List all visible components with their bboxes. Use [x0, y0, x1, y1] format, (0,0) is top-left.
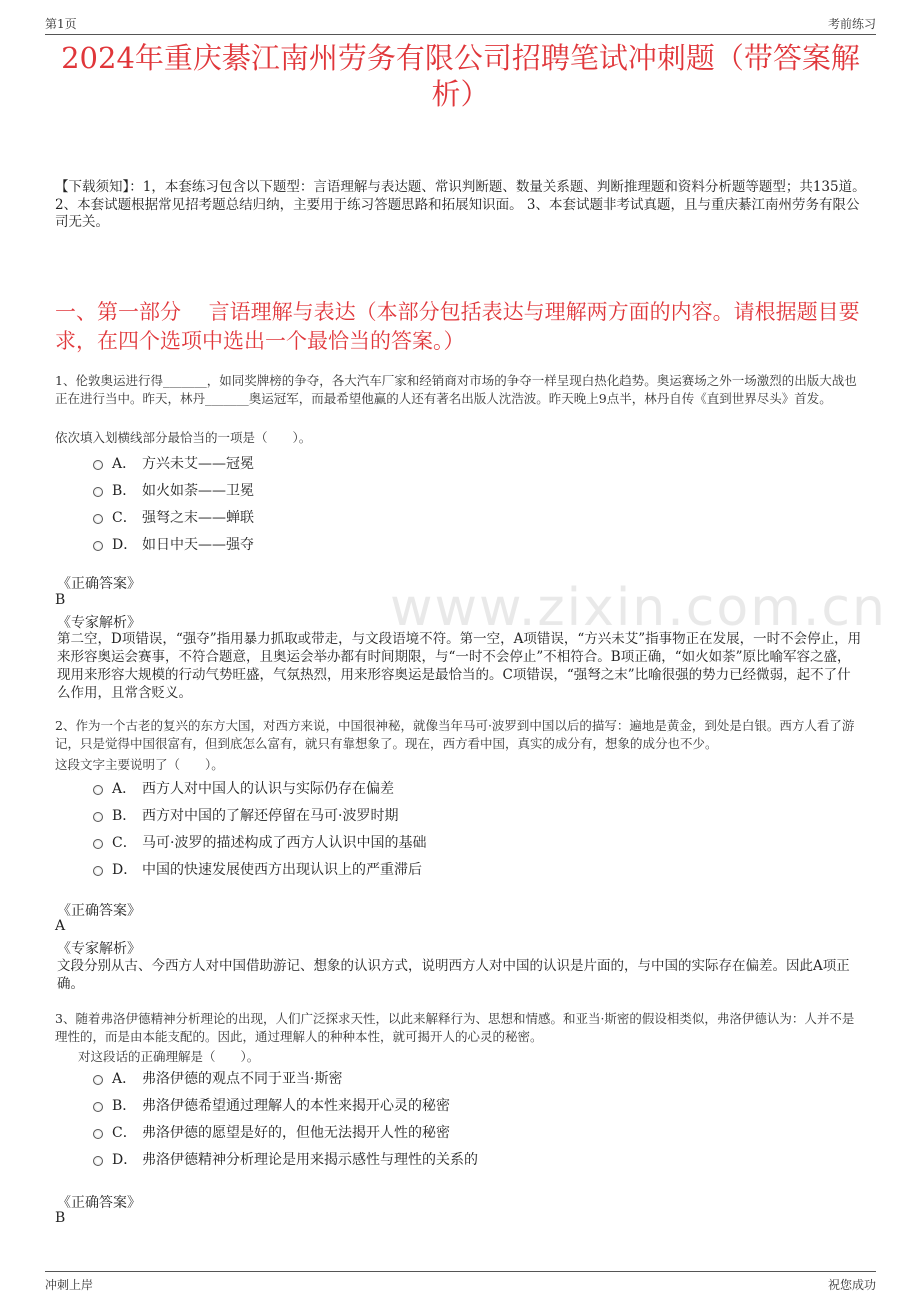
radio-icon[interactable] [93, 514, 103, 524]
option-1d[interactable]: D． 如日中天——强夺 [93, 530, 254, 557]
question-stem-3: 3、随着弗洛伊德精神分析理论的出现，人们广泛探求天性，以此来解释行为、思想和情感。和亚当·斯密的假设相类似，弗洛伊德认为：人并不是理性的，而是由本能支配的。因此，通过理解人的种种本性，就可揭开人的心灵的秘密。 [55, 1011, 855, 1044]
option-3b[interactable]: B． 弗洛伊德希望通过理解人的本性来揭开心灵的秘密 [93, 1091, 478, 1118]
analysis-label-1: 《专家解析》 [57, 615, 141, 631]
answer-label-2: 《正确答案》 [57, 903, 141, 919]
radio-icon[interactable] [93, 1102, 103, 1112]
option-1b[interactable]: B． 如火如荼——卫冕 [93, 476, 254, 503]
answer-value-3: B [55, 1210, 66, 1226]
options-1 [93, 449, 254, 557]
section-heading: 一、第一部分 言语理解与表达（本部分包括表达与理解两方面的内容。请根据题目要求，在四个选项中选出一个最恰当的答案。） [55, 300, 860, 353]
question-prompt-3: 对这段话的正确理解是（ ）。 [78, 1049, 260, 1064]
page-header [45, 12, 876, 35]
question-stem-2: 2、作为一个古老的复兴的东方大国，对西方来说，中国很神秘，就像当年马可·波罗到中国以后的描写：遍地是黄金，到处是白银。西方人看了游记，只是觉得中国很富有，但到底怎么富有，就只有靠想象了。现在，西方看中国，真实的成分有，想象的成分也不少。 [55, 718, 855, 751]
watermark: www.zixin.com.cn [390, 578, 887, 638]
radio-icon[interactable] [93, 839, 103, 849]
option-2d[interactable]: D． 中国的快速发展使西方出现认识上的严重滞后 [93, 855, 426, 882]
question-prompt-1: 依次填入划横线部分最恰当的一项是（ ）。 [55, 430, 312, 445]
answer-value-1: B [55, 592, 66, 608]
question-prompt-2: 这段文字主要说明了（ ）。 [55, 757, 224, 772]
header-tag: 考前练习 [827, 17, 876, 31]
radio-icon[interactable] [93, 1156, 103, 1166]
radio-icon[interactable] [93, 1129, 103, 1139]
radio-icon[interactable] [93, 460, 103, 470]
analysis-label-2: 《专家解析》 [57, 941, 141, 957]
answer-value-2: A [55, 918, 66, 934]
options-3 [93, 1064, 478, 1172]
footer-right: 祝您成功 [827, 1278, 876, 1292]
page-footer [45, 1271, 876, 1296]
radio-icon[interactable] [93, 1075, 103, 1085]
options-2 [93, 774, 426, 882]
radio-icon[interactable] [93, 487, 103, 497]
option-1a[interactable]: A． 方兴未艾——冠冕 [93, 449, 254, 476]
answer-label-1: 《正确答案》 [57, 576, 141, 592]
radio-icon[interactable] [93, 785, 103, 795]
radio-icon[interactable] [93, 866, 103, 876]
radio-icon[interactable] [93, 812, 103, 822]
page-number: 第1页 [45, 17, 77, 31]
option-2b[interactable]: B． 西方对中国的了解还停留在马可·波罗时期 [93, 801, 426, 828]
option-3a[interactable]: A． 弗洛伊德的观点不同于亚当·斯密 [93, 1064, 478, 1091]
analysis-text-1: 第二空，D项错误，“强夺”指用暴力抓取或带走，与文段语境不符。第一空，A项错误，“方兴未艾”指事物正在发展，一时不会停止，用来形容奥运会赛事，不符合题意，且奥运会举办都有时间期限，与“一时不会停止”不相符合。B项正确，“如火如荼”原比喻军容之盛，现用来形容大规模的行动气势旺盛，气氛热烈，用来形容奥运是最恰当的。C项错误，“强弩之末”比喻很强的势力已经微弱，起不了什么作用，且常含贬义。 [57, 631, 862, 701]
option-3d[interactable]: D． 弗洛伊德精神分析理论是用来揭示感性与理性的关系的 [93, 1145, 478, 1172]
analysis-text-2: 文段分别从古、今西方人对中国借助游记、想象的认识方式，说明西方人对中国的认识是片面的，与中国的实际存在偏差。因此A项正确。 [57, 958, 850, 992]
answer-label-3: 《正确答案》 [57, 1195, 141, 1211]
option-2c[interactable]: C． 马可·波罗的描述构成了西方人认识中国的基础 [93, 828, 426, 855]
footer-left: 冲刺上岸 [45, 1278, 94, 1292]
option-1c[interactable]: C． 强弩之末——蝉联 [93, 503, 254, 530]
option-2a[interactable]: A． 西方人对中国人的认识与实际仍存在偏差 [93, 774, 426, 801]
question-stem-1: 1、伦敦奥运进行得_______，如同奖牌榜的争夺，各大汽车厂家和经销商对市场的争夺一样呈现白热化趋势。奥运赛场之外一场激烈的出版大战也正在进行当中。昨天，林丹_______奥运冠军，而最希望他赢的人还有著名出版人沈浩波。昨天晚上9点半，林丹自传《直到世界尽头》首发。 [55, 373, 857, 406]
radio-icon[interactable] [93, 541, 103, 551]
download-notice: 【下载须知】：1，本套练习包含以下题型：言语理解与表达题、常识判断题、数量关系题、判断推理题和资料分析题等题型；共135道。 2、本套试题根据常见招考题总结归纳，主要用于练习答题思路和拓展知识面。 3、本套试题非考试真题，且与重庆綦江南州劳务有限公司无关。 [55, 179, 866, 230]
option-3c[interactable]: C． 弗洛伊德的愿望是好的，但他无法揭开人性的秘密 [93, 1118, 478, 1145]
document-title: 2024年重庆綦江南州劳务有限公司招聘笔试冲刺题（带答案解析） [61, 41, 860, 111]
